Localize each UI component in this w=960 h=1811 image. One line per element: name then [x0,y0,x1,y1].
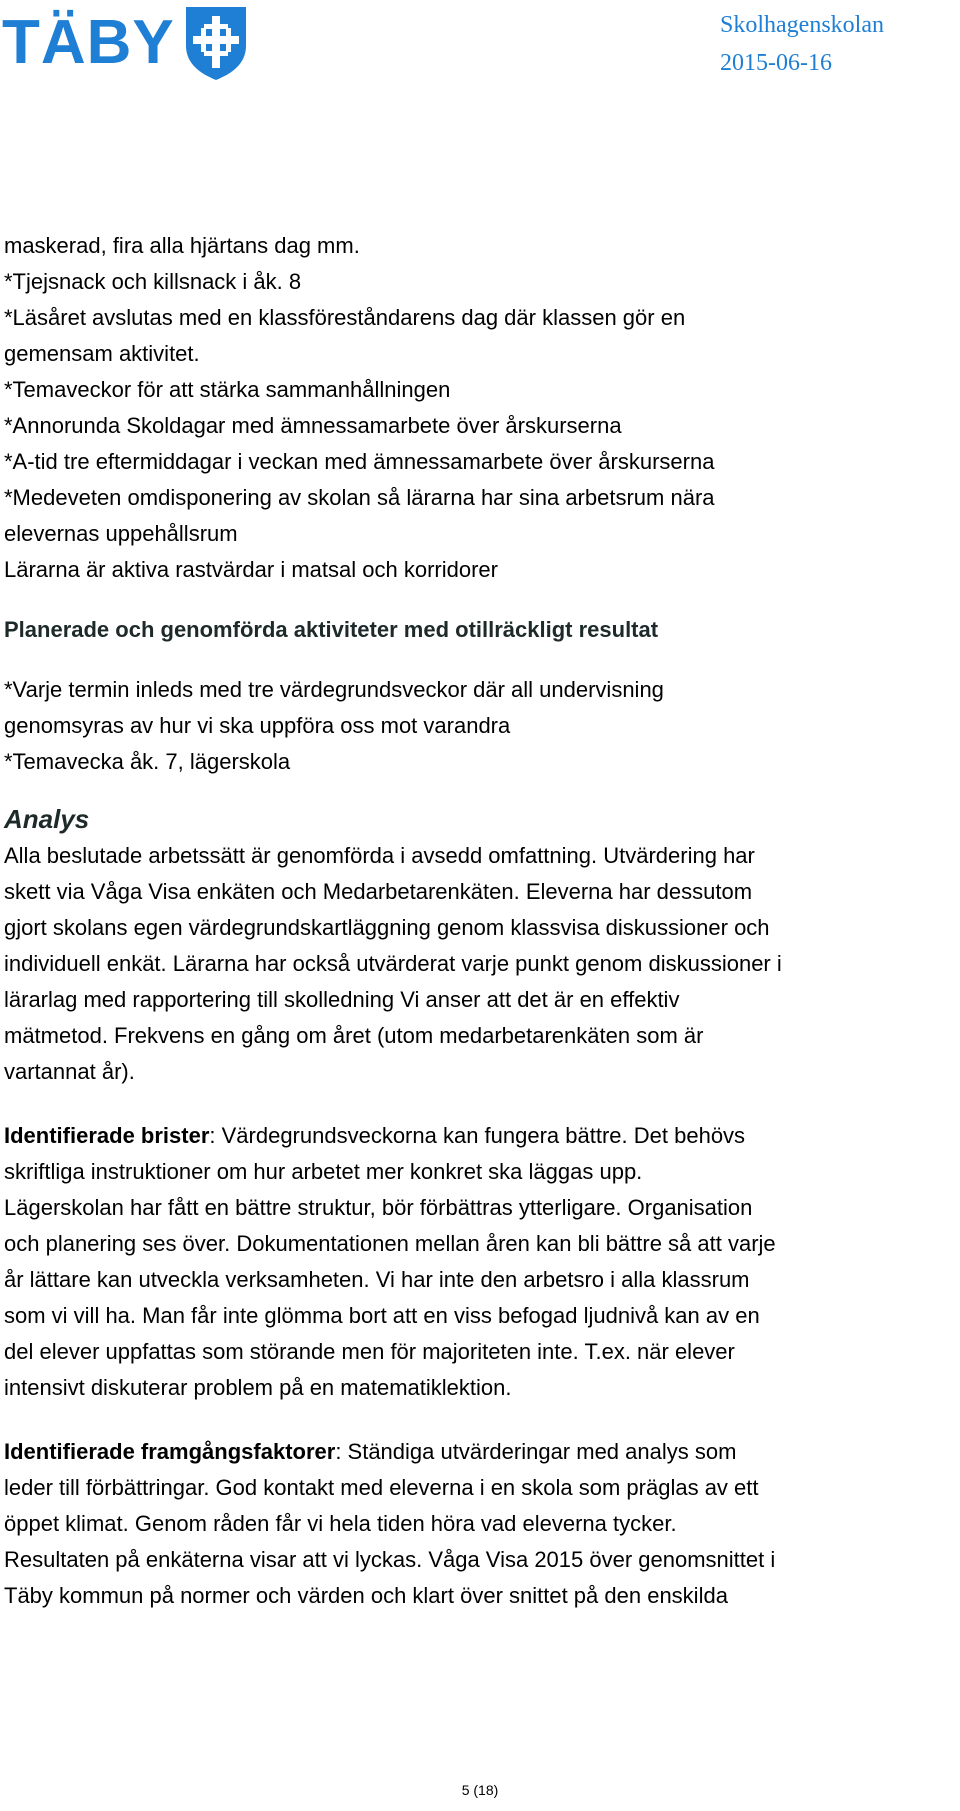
text-line: genomsyras av hur vi ska uppföra oss mot varandra [4,713,511,738]
text-line: *Annorunda Skoldagar med ämnessamarbete över årskurserna [4,413,622,438]
text-line: Resultaten på enkäterna visar att vi lyckas. Våga Visa 2015 över genomsnittet i [4,1547,776,1572]
text-line: del elever uppfattas som störande men för majoriteten inte. T.ex. när elever [4,1339,735,1364]
text-line: *Medeveten omdisponering av skolan så lärarna har sina arbetsrum nära [4,485,715,510]
brister-first-text: : Värdegrundsveckorna kan fungera bättre. Det behövs [209,1123,746,1148]
text-line: skriftliga instruktioner om hur arbetet mer konkret ska läggas upp. [4,1159,643,1184]
text-line: skett via Våga Visa enkäten och Medarbetarenkäten. Eleverna har dessutom [4,879,753,904]
text-line [4,1118,954,1154]
text-line: *Temavecka åk. 7, lägerskola [4,749,291,774]
framgang-first-text: : Ständiga utvärderingar med analys som [335,1439,737,1464]
text-line: maskerad, fira alla hjärtans dag mm. [4,233,360,258]
taby-logo [2,4,249,82]
page-number: 5 (18) [461,1782,499,1798]
text-line: leder till förbättringar. God kontakt med eleverna i en skola som präglas av ett [4,1475,759,1500]
text-line: Lärarna är aktiva rastvärdar i matsal och korridorer [4,557,498,582]
text-line: öppet klimat. Genom råden får vi hela tiden höra vad eleverna tycker. [4,1511,677,1536]
document-body [4,228,954,1614]
brister-label: Identifierade brister [4,1123,210,1148]
document-date: 2015-06-16 [720,50,832,76]
school-info [720,6,884,82]
text-line: Lägerskolan har fått en bättre struktur, bör förbättras ytterligare. Organisation [4,1195,753,1220]
text-line: *Tjejsnack och killsnack i åk. 8 [4,269,302,294]
activities-list [4,228,954,588]
analys-heading: Analys [4,804,90,834]
insufficient-activities-list [4,672,954,780]
text-line: Alla beslutade arbetssätt är genomförda i avsedd omfattning. Utvärdering har [4,843,755,868]
text-line: elevernas uppehållsrum [4,521,238,546]
logo-text: TÄBY [2,8,175,77]
text-line: som vi vill ha. Man får inte glömma bort att en viss befogad ljudnivå kan av en [4,1303,760,1328]
text-line: *Varje termin inleds med tre värdegrundsveckor där all undervisning [4,677,664,702]
framgang-label: Identifierade framgångsfaktorer [4,1439,336,1464]
analys-paragraph [4,838,954,1090]
text-line: vartannat år). [4,1059,135,1084]
text-line [4,1434,954,1470]
text-line: och planering ses över. Dokumentationen mellan åren kan bli bättre så att varje [4,1231,776,1256]
text-line: år lättare kan utveckla verksamheten. Vi har inte den arbetsro i alla klassrum [4,1267,750,1292]
text-line: lärarlag med rapportering till skolledning Vi anser att det är en effektiv [4,987,680,1012]
text-line: gemensam aktivitet. [4,341,200,366]
paragraph-gap [4,1090,954,1118]
shield-cross-icon [183,4,249,82]
framgang-paragraph [4,1434,954,1614]
school-name: Skolhagenskolan [720,12,884,38]
text-line: mätmetod. Frekvens en gång om året (utom medarbetarenkäten som är [4,1023,704,1048]
text-line: Täby kommun på normer och värden och klart över snittet på den enskilda [4,1583,728,1608]
text-line: intensivt diskuterar problem på en matematiklektion. [4,1375,512,1400]
text-line: *Temaveckor för att stärka sammanhållningen [4,377,451,402]
text-line: *A-tid tre eftermiddagar i veckan med ämnessamarbete över årskurserna [4,449,715,474]
section-subheading: Planerade och genomförda aktiviteter med otillräckligt resultat [4,617,659,642]
text-line: *Läsåret avslutas med en klassföreståndarens dag där klassen gör en [4,305,686,330]
paragraph-gap [4,1406,954,1434]
text-line: gjort skolans egen värdegrundskartläggning genom klassvisa diskussioner och [4,915,770,940]
text-line: individuell enkät. Lärarna har också utvärderat varje punkt genom diskussioner i [4,951,782,976]
brister-paragraph [4,1118,954,1406]
page-header [0,0,960,100]
